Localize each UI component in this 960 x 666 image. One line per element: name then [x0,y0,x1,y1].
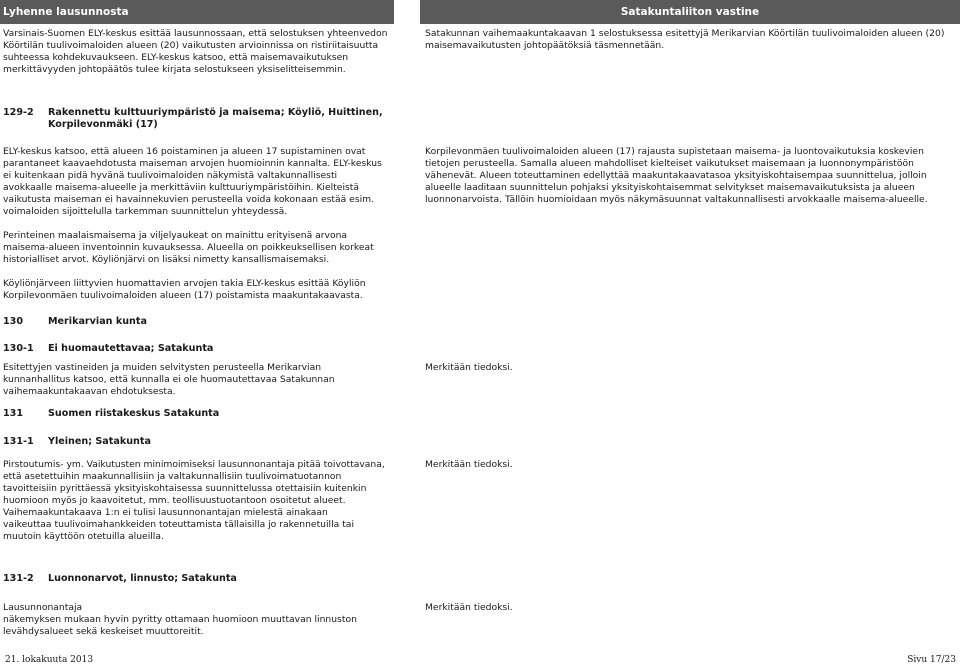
intro-left-text: Varsinais-Suomen ELY-keskus esittää lausunnossaan, että selostuksen yhteenvedon Köörtilän tuulivoimaloiden alueen (20) vaikutusten arvioinnissa on ristiriitaisuutta suhteessa kohdekuvaukseen. ELY-keskus katsoo, että maisemavaikutuksen merkittävyyden johtopäätös tulee kirjata selostukseen yksiselitteisemmin. [3,28,388,75]
section-title: Rakennettu kulttuuriympäristö ja maisema; Köyliö, Huittinen, Korpilevonmäki (17) [48,107,383,130]
page-footer [0,655,960,666]
section-heading-130 [3,316,388,328]
footer-date: 21. lokakuuta 2013 [5,655,94,665]
response-text: Merkitään tiedoksi. [425,362,513,373]
section-131-2-right [425,602,955,614]
section-131-2-left [3,602,388,638]
paragraph: Perinteinen maalaismaisema ja viljelyaukeat on mainittu erityisenä arvona maisema-alueen inventoinnin kuvauksessa. Alueella on poikkeuksellisen korkeat historialliset arvot. Köyliönjärvi on lisäksi nimetty kansallismaisemaksi. [3,230,374,265]
section-heading-130-1 [3,343,388,355]
intro-right [425,28,955,52]
intro-right-text: Satakunnan vaihemaakuntakaavan 1 selostuksessa esitettyjä Merikarvian Köörtilän tuulivoimaloiden alueen (20) maisemavaikutusten johtopäätöksiä täsmennetään. [425,28,945,51]
statement-text: Pirstoutumis- ym. Vaikutusten minimoimiseksi lausunnonantaja pitää toivottavana, että asetettuihin maakunnallisiin ja valtakunnallisiin tuulivoimatuotannon tavoitteisiin pyrittäessä yksityiskohtaisessa suunnittelussa otettaisiin kuitenkin huomioon myös jo kaavoitetut, mm. teollisuustuotantoon osoitetut alueet. Vaihemaakuntakaava 1:n ei tulisi lausunnonantajan mielestä ainakaan [3,459,385,518]
response-text: Merkitään tiedoksi. [425,602,513,613]
section-heading-131-2 [3,573,388,585]
section-130-1-right [425,362,955,374]
section-title: Ei huomautettavaa; Satakunta [48,343,214,354]
paragraph: Köyliönjärveen liittyvien huomattavien arvojen takia ELY-keskus esittää Köyliön Korpilevonmäen tuulivoimaloiden alueen (17) poistamista maakuntakaavasta. [3,278,366,301]
intro-left [3,28,388,76]
section-heading-131-1 [3,436,388,448]
section-title: Suomen riistakeskus Satakunta [48,408,220,419]
header-left-title: Lyhenne lausunnosta [0,0,394,24]
paragraph: ELY-keskus katsoo, että alueen 16 poistaminen ja alueen 17 supistaminen ovat parantaneet kaavaehdotusta maiseman arvojen huomioinnin kannalta. ELY-keskus ei kuitenkaan pidä hyvänä tuulivoimaloiden näkymistä valtakunnallisesti avokkaalle maisema-alueelle ja merkittäviin kulttuuriympäristöihin. Kielteistä vaikutusta maiseman ei havainnekuvien perusteella voida kokonaan estää esim. voimaloiden sijoittelulla tarkemman suunnittelun yhteydessä. [3,146,382,217]
header-right-title: Satakuntaliiton vastine [420,0,960,24]
section-title: Merikarvian kunta [48,316,147,327]
response-text: Korpilevonmäen tuulivoimaloiden alueen (17) rajausta supistetaan maisema- ja luontovaikutuksia koskevien tietojen perusteella. Samalla alueen mahdolliset kielteiset vaikutukset maisemaan ja luonnonympäristöön vähenevät. Alueen toteuttaminen edellyttää maakuntakaavatasoa yksityiskohtaisempaa suunnittelua, jolloin alueelle laaditaan suunnittelun pohjaksi yksityiskohtaisemmat selvitykset maisemavaikutuksista ja alueen luonnonarvoista. Tällöin huomioidaan myös näkymäsuunnat valtakunnallisesti arvokkaalle maisema-alueelle. [425,146,928,205]
statement-text: vaikeuttaa tuulivoimahankkeiden toteuttamista tällaisilla jo rakennetuilla tai muutoin käyttöön otetuilla alueilla. [3,519,354,542]
section-title: Yleinen; Satakunta [48,436,151,447]
statement-text: Esitettyjen vastineiden ja muiden selvitysten perusteella Merikarvian kunnanhallitus katsoo, että kunnalla ei ole huomautettavaa Satakunnan vaihemaakuntakaavan ehdotuksesta. [3,362,335,397]
section-131-1-left [3,459,388,543]
section-heading-129-2 [3,107,388,131]
section-number: 130 [3,316,24,327]
section-number: 131 [3,408,24,419]
section-129-2-left [3,146,388,302]
page-number: Sivu 17/23 [907,655,956,665]
section-130-1-left [3,362,388,398]
statement-text: näkemyksen mukaan hyvin pyritty ottamaan huomioon muuttavan linnuston levähdysalueet sekä keskeiset muuttoreitit. [3,614,357,637]
section-number: 131-2 [3,573,34,584]
response-text: Merkitään tiedoksi. [425,459,513,470]
section-131-1-right [425,459,955,471]
section-number: 131-1 [3,436,34,447]
section-heading-131 [3,408,388,420]
section-129-2-right [425,146,955,206]
section-number: 129-2 [3,107,34,118]
statement-text: Lausunnonantaja [3,602,83,613]
section-title: Luonnonarvot, linnusto; Satakunta [48,573,237,584]
section-number: 130-1 [3,343,34,354]
